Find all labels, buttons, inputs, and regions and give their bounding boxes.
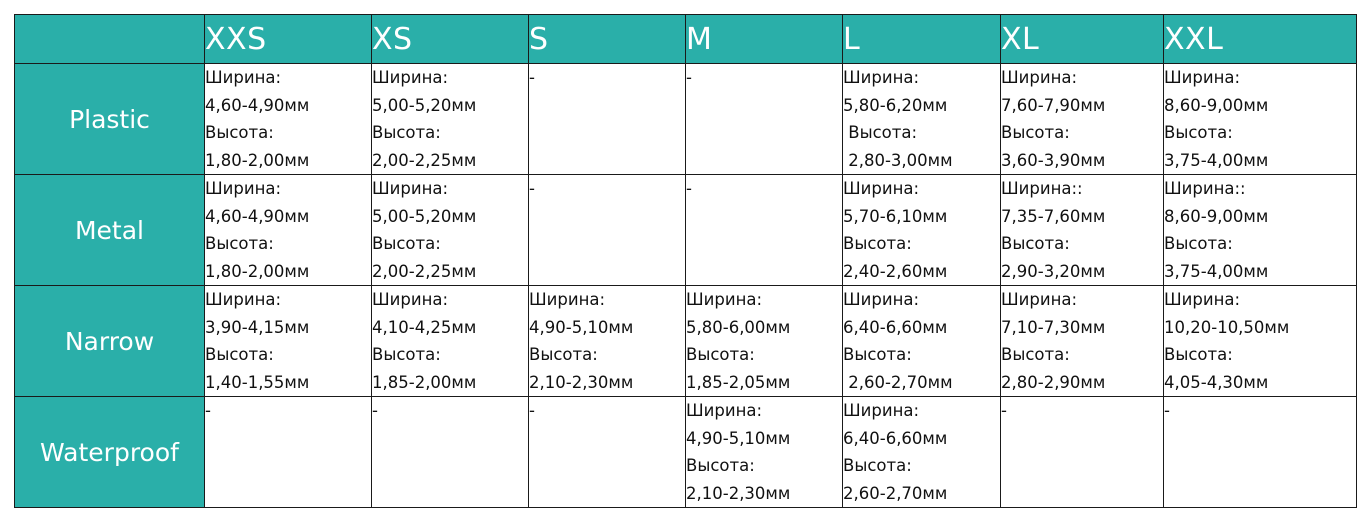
table-cell: - [1164, 397, 1357, 508]
table-row-waterproof [15, 397, 1357, 508]
table-cell: Ширина: 4,90-5,10мм Высота: 2,10-2,30мм [686, 397, 843, 508]
table-cell: Ширина:: 7,35-7,60мм Высота: 2,90-3,20мм [1001, 175, 1164, 286]
table-cell: Ширина: 7,60-7,90мм Высота: 3,60-3,90мм [1001, 64, 1164, 175]
table-cell: Ширина: 6,40-6,60мм Высота: 2,60-2,70мм [843, 286, 1001, 397]
table-cell: - [529, 175, 686, 286]
table-cell: Ширина: 5,70-6,10мм Высота: 2,40-2,60мм [843, 175, 1001, 286]
size-header-l: L [843, 15, 1001, 64]
row-header-waterproof: Waterproof [15, 397, 205, 508]
size-header-m: M [686, 15, 843, 64]
table-row-plastic [15, 64, 1357, 175]
table-cell: - [1001, 397, 1164, 508]
table-cell: - [686, 175, 843, 286]
row-header-plastic: Plastic [15, 64, 205, 175]
size-header-xl: XL [1001, 15, 1164, 64]
table-cell: Ширина: 8,60-9,00мм Высота: 3,75-4,00мм [1164, 64, 1357, 175]
size-header-xs: XS [372, 15, 529, 64]
table-cell: - [686, 64, 843, 175]
size-header-s: S [529, 15, 686, 64]
table-cell: Ширина: 5,00-5,20мм Высота: 2,00-2,25мм [372, 64, 529, 175]
size-header-xxl: XXL [1164, 15, 1357, 64]
table-cell: - [529, 64, 686, 175]
table-cell: - [205, 397, 372, 508]
table-cell: Ширина: 7,10-7,30мм Высота: 2,80-2,90мм [1001, 286, 1164, 397]
table-cell: Ширина: 5,00-5,20мм Высота: 2,00-2,25мм [372, 175, 529, 286]
size-header-row [15, 15, 1357, 64]
table-row-metal [15, 175, 1357, 286]
table-cell: Ширина: 3,90-4,15мм Высота: 1,40-1,55мм [205, 286, 372, 397]
table-cell: Ширина: 4,60-4,90мм Высота: 1,80-2,00мм [205, 64, 372, 175]
table-cell: Ширина:: 8,60-9,00мм Высота: 3,75-4,00мм [1164, 175, 1357, 286]
table-cell: - [529, 397, 686, 508]
table-cell: Ширина: 6,40-6,60мм Высота: 2,60-2,70мм [843, 397, 1001, 508]
table-cell: Ширина: 10,20-10,50мм Высота: 4,05-4,30мм [1164, 286, 1357, 397]
size-header-xxs: XXS [205, 15, 372, 64]
table-cell: Ширина: 4,90-5,10мм Высота: 2,10-2,30мм [529, 286, 686, 397]
corner-cell [15, 15, 205, 64]
table-cell: Ширина: 4,10-4,25мм Высота: 1,85-2,00мм [372, 286, 529, 397]
table-cell: Ширина: 4,60-4,90мм Высота: 1,80-2,00мм [205, 175, 372, 286]
table-cell: Ширина: 5,80-6,00мм Высота: 1,85-2,05мм [686, 286, 843, 397]
table-row-narrow [15, 286, 1357, 397]
size-chart-table [14, 14, 1357, 508]
table-cell: Ширина: 5,80-6,20мм Высота: 2,80-3,00мм [843, 64, 1001, 175]
row-header-narrow: Narrow [15, 286, 205, 397]
row-header-metal: Metal [15, 175, 205, 286]
table-cell: - [372, 397, 529, 508]
